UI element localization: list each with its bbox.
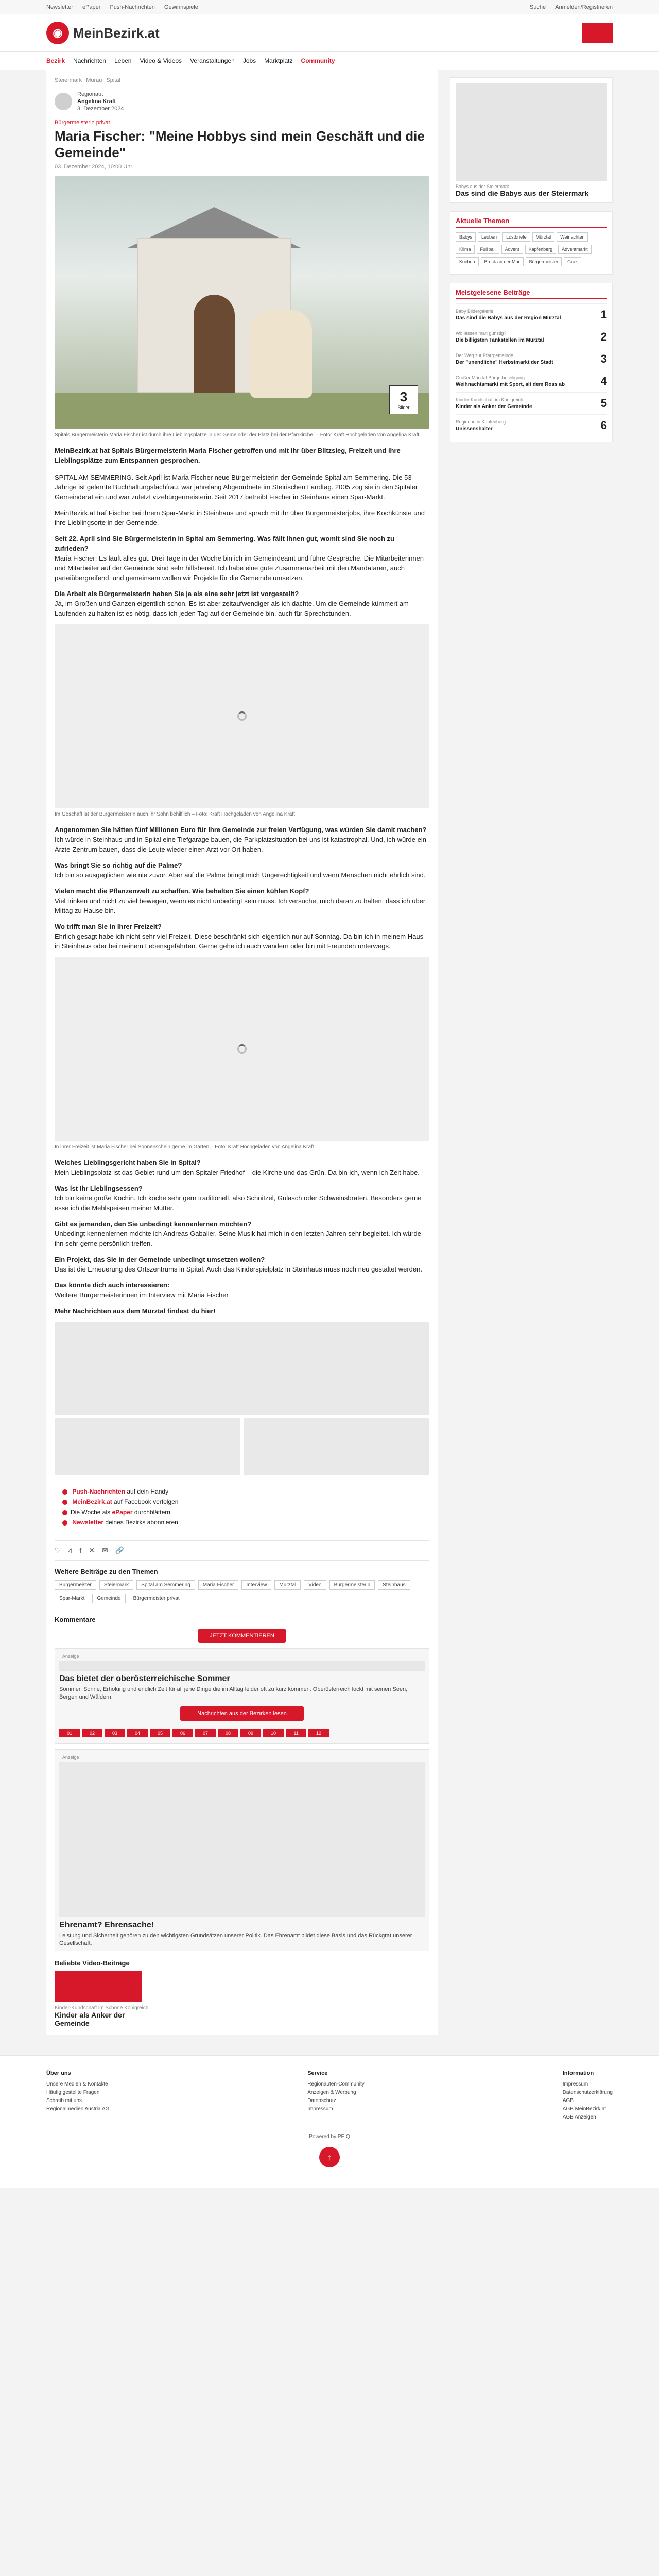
interview-answer: Viel trinken und nicht zu viel bewegen, wenn es nicht unbedingt sein muss. Ich versuche, mich daran zu halten, dass ich über Mittag zu Hause bin. — [55, 897, 426, 914]
popular-kicker: Großer Mürztal-Bürgerbeteiligung — [456, 375, 525, 380]
topic-chip[interactable]: Kochen — [456, 257, 479, 266]
cta-bullet-icon — [62, 1510, 67, 1515]
interview-answer: Ja, im Großen und Ganzen eigentlich schon. Es ist aber zeitaufwendiger als ich dachte. Um die Gemeinde kümmert am Laufenden zu halten ist es nötig, dass ich jeden Tag auf der Gemeinde bin, auch für Sprechstunden. — [55, 600, 409, 617]
topic-chip[interactable]: Bruck an der Mur — [481, 257, 524, 266]
video-headline[interactable]: Kinder als Anker der Gemeinde — [55, 2011, 125, 2027]
tag-chip[interactable]: Gemeinde — [92, 1594, 125, 1603]
top-bar-link[interactable]: Anmelden/Registrieren — [555, 4, 613, 10]
nav-item[interactable]: Marktplatz — [264, 57, 293, 64]
popular-title[interactable]: Unissenshalter — [456, 426, 493, 432]
site-footer — [0, 2055, 659, 2188]
promo-title[interactable]: Ehrenamt? Ehrensache! — [59, 1921, 154, 1929]
article-kicker: Bürgermeisterin privat — [55, 120, 110, 126]
tags-title: Weitere Beiträge zu den Themen — [55, 1568, 158, 1575]
tag-chip[interactable]: Maria Fischer — [198, 1580, 239, 1590]
cta-post: durchblättern — [134, 1509, 170, 1516]
logo-text: MeinBezirk.at — [73, 25, 160, 41]
tag-chip[interactable]: Steinhaus — [378, 1580, 410, 1590]
popular-item[interactable] — [456, 370, 607, 392]
popular-title[interactable]: Weihnachtsmarkt mit Sport, alt dem Ross ab — [456, 382, 565, 387]
popular-item[interactable] — [456, 392, 607, 414]
article-image-2[interactable] — [55, 624, 429, 808]
page-number[interactable]: 08 — [218, 1729, 238, 1737]
video-thumbnail[interactable] — [55, 1971, 142, 2002]
topic-chip[interactable]: Kapfenberg — [525, 245, 557, 254]
hero-caption: Spitals Bürgermeisterin Maria Fischer ist durch ihre Lieblingsplätze in der Gemeinde: der Platz bei der Pfarrkirche. – Foto: Kraft Hochgeladen von Angelina Kraft — [55, 432, 420, 438]
interview-answer: Maria Fischer: Es läuft alles gut. Drei Tage in der Woche bin ich im Gemeindeamt und führe Gespräche. Die Mitarbeiterinnen und Mitarbeiter auf der Gemeinde sind sehr hilfsbereit. Ich habe eine gute Zusammenarbeit mit den Mandataren, auch parteiübergreifend, und gemeinsam wollen wir Projekte für die Gemeinde umsetzen. — [55, 554, 424, 582]
tag-chip[interactable]: Mürztal — [274, 1580, 301, 1590]
interview-answer: Ich bin keine große Köchin. Ich koche sehr gern traditionell, also Schnitzel, Gulasch oder Schweinsbraten. Besonders gerne esse ich die Mehlspeisen meiner Mutter. — [55, 1194, 422, 1212]
footer-column-title: Service — [307, 2070, 328, 2076]
article-date: 03. Dezember 2024, 10:00 Uhr — [55, 164, 133, 170]
topic-chip[interactable]: Graz — [564, 257, 581, 266]
interview-question: Das könnte dich auch interessieren: — [55, 1281, 170, 1289]
logo-mark-icon: ◉ — [46, 22, 69, 44]
author-box — [55, 91, 429, 112]
cta-pre: Die Woche als — [71, 1509, 111, 1516]
topic-chip[interactable]: Fußball — [477, 245, 499, 254]
article-title: Maria Fischer: "Meine Hobbys sind mein Geschäft und die Gemeinde" — [55, 128, 425, 160]
interview-question: Die Arbeit als Bürgermeisterin haben Sie ja als eine sehr jetzt ist vorgestellt? — [55, 590, 299, 598]
popular-kicker: Wo lassen man günstig? — [456, 331, 507, 336]
nav-item[interactable]: Video & Videos — [140, 57, 182, 64]
article-paragraph: SPITAL AM SEMMERING. Seit April ist Maria Fischer neue Bürgermeisterin der Gemeinde Spital am Semmering. Die 53-Jährige ist gelernte Buchhaltungsfachfrau, war jahrelang Abgeordnete im Steirischen Landtag. 2005 zog sie in den Spitaler Gemeinderat ein und war zuletzt vizebürgermeisterin. Seit 2017 betreibt Fischer in Steinhaus einen Spar-Markt. — [55, 473, 418, 501]
interview-question: Wo trifft man Sie in Ihrer Freizeit? — [55, 923, 162, 930]
tag-chip[interactable]: Video — [304, 1580, 326, 1590]
loading-spinner-icon — [237, 711, 247, 721]
popular-rank: 6 — [600, 419, 607, 432]
avatar[interactable] — [55, 93, 72, 110]
image-2-caption: Im Geschäft ist der Bürgermeisterin auch ihr Sohn behilflich – Foto: Kraft Hochgeladen von Angelina Kraft — [55, 811, 295, 817]
popular-box — [450, 283, 613, 442]
popular-item[interactable] — [456, 326, 607, 348]
topic-chip[interactable]: Adventmarkt — [558, 245, 592, 254]
topic-chip[interactable]: Mürztal — [532, 232, 555, 242]
popular-text — [456, 308, 561, 321]
top-bar-link[interactable]: Newsletter — [46, 4, 73, 10]
popular-title[interactable]: Der "unendliche" Herbstmarkt der Stadt — [456, 360, 553, 365]
footer-link[interactable]: AGB Anzeigen — [562, 2114, 596, 2120]
footer-link[interactable]: Schreib mit uns — [46, 2098, 82, 2104]
footer-link[interactable]: Impressum — [562, 2081, 588, 2087]
top-bar-link[interactable]: Push-Nachrichten — [110, 4, 155, 10]
top-bar-left — [46, 4, 207, 10]
top-bar — [0, 0, 659, 14]
grass — [55, 393, 429, 429]
promo-title[interactable]: Das bietet der oberösterreichische Sommer — [59, 1674, 230, 1683]
cta-box — [55, 1481, 429, 1533]
footer-link[interactable]: Impressum — [307, 2106, 333, 2112]
popular-text — [456, 419, 506, 432]
promo-text: Leistung und Sicherheit gehören zu den wichtigsten Grundsätzen unserer Politik. Das Ehrenamt bildet diese Basis und das Rückgrat unserer Gesellschaft. — [59, 1933, 412, 1946]
tag-chip[interactable]: Spital am Semmering — [136, 1580, 195, 1590]
interview-answer: Weitere Bürgermeisterinnen im Interview mit Maria Fischer — [55, 1291, 229, 1299]
facebook-icon[interactable]: f — [79, 1546, 82, 1555]
topics-title: Aktuelle Themen — [456, 217, 607, 228]
share-bar — [55, 1540, 429, 1561]
tag-chip[interactable]: Bürgermeister — [55, 1580, 96, 1590]
footer-link[interactable]: AGB MeinBezirk.at — [562, 2106, 606, 2112]
popular-title[interactable]: Die billigsten Tankstellen im Mürztal — [456, 337, 544, 343]
comments-section — [55, 1616, 429, 1643]
page-number[interactable]: 04 — [127, 1729, 148, 1737]
footer-link[interactable]: Regionalmedien Austria AG — [46, 2106, 110, 2112]
chapel-door — [194, 295, 235, 393]
site-logo[interactable] — [46, 22, 160, 44]
nav-item[interactable]: Nachrichten — [73, 57, 107, 64]
video-section — [55, 1959, 429, 2027]
page-number[interactable]: 12 — [308, 1729, 329, 1737]
popular-title: Meistgelesene Beiträge — [456, 289, 607, 299]
popular-item[interactable] — [456, 414, 607, 436]
popular-text — [456, 375, 565, 388]
cta-row[interactable] — [62, 1497, 422, 1507]
sidebar-ad — [450, 77, 613, 203]
interview-question: Ein Projekt, das Sie in der Gemeinde unbedingt umsetzen wollen? — [55, 1256, 265, 1263]
cta-bullet-icon — [62, 1520, 67, 1526]
like-count: 4 — [68, 1546, 73, 1555]
popular-rank: 3 — [600, 352, 607, 365]
cta-bullet-icon — [62, 1500, 67, 1505]
site-header — [0, 14, 659, 52]
more-news-link[interactable]: Mehr Nachrichten aus dem Mürztal findest du hier! — [55, 1307, 216, 1315]
interview-answer: Ich würde in Steinhaus und in Spital eine Tiefgarage bauen, die Parkplatzsituation bei uns ist katastrophal. Und, ich würde ein Ärzte-Zentrum bauen, dass die Leute wieder einen Arzt vor Ort haben. — [55, 836, 426, 853]
page-number[interactable]: 03 — [105, 1729, 125, 1737]
footer-link[interactable]: Regionauten-Community — [307, 2081, 365, 2087]
interview-question: Seit 22. April sind Sie Bürgermeisterin in Spital am Semmering. Was fällt Ihnen gut, womit sind Sie noch zu zufrieden? — [55, 535, 394, 552]
heart-icon[interactable]: ♡ — [55, 1546, 61, 1554]
email-icon[interactable]: ✉ — [101, 1546, 108, 1554]
article-column — [46, 70, 438, 2035]
cta-strong[interactable]: Newsletter — [72, 1519, 104, 1526]
tag-chip[interactable]: Bürgermeisterin — [330, 1580, 375, 1590]
footer-link[interactable]: Datenschutzerklärung — [562, 2090, 613, 2095]
cta-post: auf Facebook verfolgen — [114, 1498, 179, 1505]
popular-kicker: Regionautin Kapfenberg — [456, 419, 506, 425]
footer-column — [563, 2069, 613, 2122]
popular-title[interactable]: Das sind die Babys aus der Region Mürztal — [456, 315, 561, 321]
page-number[interactable]: 09 — [240, 1729, 261, 1737]
top-bar-right — [521, 4, 613, 10]
promo-label: Anzeige — [62, 1755, 79, 1760]
sidebar-ad-image[interactable] — [456, 83, 607, 181]
cta-strong[interactable]: ePaper — [112, 1509, 133, 1516]
tag-chip[interactable]: Bürgermeister privat — [129, 1594, 184, 1603]
loading-spinner-icon — [237, 1044, 247, 1054]
footer-link[interactable]: AGB — [562, 2098, 574, 2104]
interview-question: Welches Lieblingsgericht haben Sie in Spital? — [55, 1159, 201, 1166]
nav-item[interactable]: Veranstaltungen — [190, 57, 235, 64]
popular-kicker: Der Weg zur Pfarrgemeinde — [456, 353, 513, 358]
popular-kicker: Baby Bildergalerie — [456, 309, 494, 314]
popular-item[interactable] — [456, 348, 607, 370]
pagination-row — [59, 1726, 425, 1740]
cta-row[interactable] — [62, 1507, 422, 1517]
video-kicker: Kinder-Kundschaft im Schöne Königreich — [55, 2005, 149, 2011]
sidebar-ad-kicker: Babys aus der Steiermark — [456, 184, 509, 189]
popular-rank: 1 — [600, 308, 607, 321]
nav-item[interactable]: Leben — [114, 57, 132, 64]
promo-box-2 — [55, 1749, 429, 1951]
topic-chip[interactable]: Leoben — [478, 232, 500, 242]
breadcrumb-item[interactable]: Steiermark — [55, 77, 82, 83]
footer-column-title: Information — [562, 2070, 594, 2076]
footer-link[interactable]: Anzeigen & Werbung — [307, 2090, 356, 2095]
popular-title[interactable]: Kinder als Anker der Gemeinde — [456, 404, 532, 410]
nav-item[interactable]: Community — [301, 57, 335, 64]
page-number[interactable]: 07 — [195, 1729, 216, 1737]
tag-chip[interactable]: Steiermark — [99, 1580, 133, 1590]
promo-image[interactable] — [59, 1762, 425, 1917]
interview-answer: Ehrlich gesagt habe ich nicht sehr viel Freizeit. Diese beschränkt sich eigentlich nur auf Sonntag. Da bin ich in meinem Haus in Steinhaus oder bei meinem Lebensgefährten. Gerne gehe ich auch wandern oder bin mit Freunden unterwegs. — [55, 933, 424, 950]
gallery-photo[interactable] — [244, 1418, 429, 1475]
footer-link[interactable]: Datenschutz — [307, 2098, 336, 2104]
x-icon[interactable]: ✕ — [89, 1546, 95, 1554]
topic-chip[interactable]: Weinachten — [557, 232, 588, 242]
cta-strong[interactable]: Push-Nachrichten — [72, 1488, 126, 1495]
interview-answer: Mein Lieblingsplatz ist das Gebiet rund um den Spitaler Friedhof – die Kirche und das Grün. Da bin ich, wenn ich Zeit habe. — [55, 1168, 420, 1176]
popular-rank: 2 — [600, 330, 607, 343]
tag-chip[interactable]: Interview — [241, 1580, 271, 1590]
popular-rank: 4 — [600, 375, 607, 387]
article-lead: MeinBezirk.at hat Spitals Bürgermeisterin Maria Fischer getroffen und mit ihr über Blitzsieg, Freizeit und ihre Lieblingsplätze zum Entspannen gesprochen. — [55, 447, 401, 464]
comment-button[interactable]: JETZT KOMMENTIEREN — [198, 1629, 286, 1643]
topic-chip[interactable]: Babys — [456, 232, 476, 242]
promo-link-button[interactable]: Nachrichten aus der Bezirken lesen — [180, 1706, 304, 1721]
cta-post: auf dein Handy — [127, 1488, 169, 1495]
footer-link[interactable]: Häufig gestellte Fragen — [46, 2090, 100, 2095]
cta-row[interactable] — [62, 1486, 422, 1497]
image-3-caption: In ihrer Freizeit ist Maria Fischer bei Sonnenschein gerne im Garten – Foto: Kraft Hochgeladen von Angelina Kraft — [55, 1144, 314, 1150]
interview-answer: Ich bin so ausgeglichen wie nie zuvor. Aber auf die Palme bringt mich Ungerechtigkeit und wenn Menschen nicht ehrlich sind. — [55, 871, 426, 879]
popular-text — [456, 397, 532, 410]
page-number[interactable]: 06 — [172, 1729, 193, 1737]
nav-item[interactable]: Jobs — [242, 57, 256, 64]
popular-text — [456, 352, 553, 366]
header-ad-badge[interactable] — [582, 23, 613, 43]
back-to-top-icon[interactable]: ↑ — [319, 2147, 340, 2167]
popular-item[interactable] — [456, 303, 607, 326]
page-number[interactable]: 10 — [263, 1729, 284, 1737]
interview-question: Angenommen Sie hätten fünf Millionen Euro für Ihre Gemeinde zur freien Verfügung, was würden Sie damit machen? — [55, 826, 427, 834]
top-bar-link[interactable]: Suche — [529, 4, 546, 10]
cta-post: deines Bezirks abonnieren — [105, 1519, 178, 1526]
breadcrumb — [55, 77, 429, 83]
footer-column — [307, 2069, 365, 2122]
breadcrumb-item[interactable]: Murau — [86, 77, 102, 83]
interview-question: Gibt es jemanden, den Sie unbedingt kennenlernen möchten? — [55, 1220, 252, 1228]
author-name[interactable]: Angelina Kraft — [77, 98, 116, 105]
tags-section — [55, 1568, 429, 1606]
main-nav — [0, 52, 659, 70]
page-number[interactable]: 05 — [150, 1729, 170, 1737]
interview-answer: Das ist die Erneuerung des Ortszentrums in Spital. Auch das Kinderspielplatz in Steinhaus muss noch neu gestaltet werden. — [55, 1265, 422, 1273]
article-paragraph: MeinBezirk.at traf Fischer bei ihrem Spar-Markt in Steinhaus und sprach mit ihr über Bürgermeisterjobs, ihre Kochkünste und ihre Lieblingsorte in der Gemeinde. — [55, 509, 425, 527]
cta-bullet-icon — [62, 1489, 67, 1495]
promo-label: Anzeige — [62, 1654, 79, 1659]
powered-by: Powered by PEIQ — [309, 2134, 350, 2140]
promo-image[interactable] — [59, 1661, 425, 1671]
photo-gallery — [55, 1322, 429, 1475]
gallery-photo[interactable] — [55, 1322, 429, 1415]
promo-text: Sommer, Sonne, Erholung und endlich Zeit für all jene Dinge die im Alltag leider oft zu kurz kommen. Oberösterreich lockt mit seinen Seen, Bergen und Wäldern. — [59, 1686, 408, 1700]
topic-chip[interactable]: Lostbriefe — [502, 232, 530, 242]
tag-chip[interactable]: Spar-Markt — [55, 1594, 89, 1603]
breadcrumb-item[interactable]: Spital — [106, 77, 120, 83]
hero-image[interactable] — [55, 176, 429, 429]
cta-strong[interactable]: MeinBezirk.at — [72, 1498, 112, 1505]
footer-column — [46, 2069, 109, 2122]
sidebar — [450, 70, 613, 2035]
gallery-photo[interactable] — [55, 1418, 240, 1475]
link-icon[interactable]: 🔗 — [115, 1546, 125, 1554]
interview-question: Vielen macht die Pflanzenwelt zu schaffen. Wie behalten Sie einen kühlen Kopf? — [55, 887, 309, 895]
promo-box-1 — [55, 1648, 429, 1744]
topic-chip[interactable]: Bürgermeister — [526, 257, 562, 266]
sidebar-ad-title[interactable]: Das sind die Babys aus der Steiermark — [456, 189, 589, 197]
gallery-count-badge[interactable]: 3 Bilder — [389, 385, 418, 414]
interview-answer: Unbedingt kennenlernen möchte ich Andreas Gabalier. Seine Musik hat mich in den letzten Jahren sehr begleitet. Ich würde ihn sehr gerne persönlich treffen. — [55, 1230, 421, 1247]
author-date: 3. Dezember 2024 — [77, 106, 124, 112]
interview-question: Was ist Ihr Lieblingsessen? — [55, 1184, 143, 1192]
video-section-title: Beliebte Video-Beiträge — [55, 1959, 130, 1967]
person-figure — [250, 310, 312, 398]
comments-title: Kommentare — [55, 1616, 96, 1623]
top-bar-link[interactable]: Gewinnspiele — [164, 4, 198, 10]
page-number[interactable]: 11 — [286, 1729, 306, 1737]
article-image-3[interactable] — [55, 957, 429, 1141]
nav-item[interactable]: Bezirk — [46, 57, 65, 64]
cta-row[interactable] — [62, 1517, 422, 1528]
page-number[interactable]: 01 — [59, 1729, 80, 1737]
popular-rank: 5 — [600, 397, 607, 410]
topic-chip[interactable]: Advent — [501, 245, 523, 254]
footer-link[interactable]: Unsere Medien & Kontakte — [46, 2081, 108, 2087]
top-bar-link[interactable]: ePaper — [82, 4, 101, 10]
topic-chip[interactable]: Klima — [456, 245, 475, 254]
popular-kicker: Kinder-Kundschaft im Königreich — [456, 397, 524, 402]
popular-text — [456, 330, 544, 344]
page-number[interactable]: 02 — [82, 1729, 102, 1737]
author-label: Regionaut — [77, 91, 103, 97]
interview-question: Was bringt Sie so richtig auf die Palme? — [55, 861, 182, 869]
topics-box — [450, 211, 613, 275]
footer-column-title: Über uns — [46, 2070, 71, 2076]
